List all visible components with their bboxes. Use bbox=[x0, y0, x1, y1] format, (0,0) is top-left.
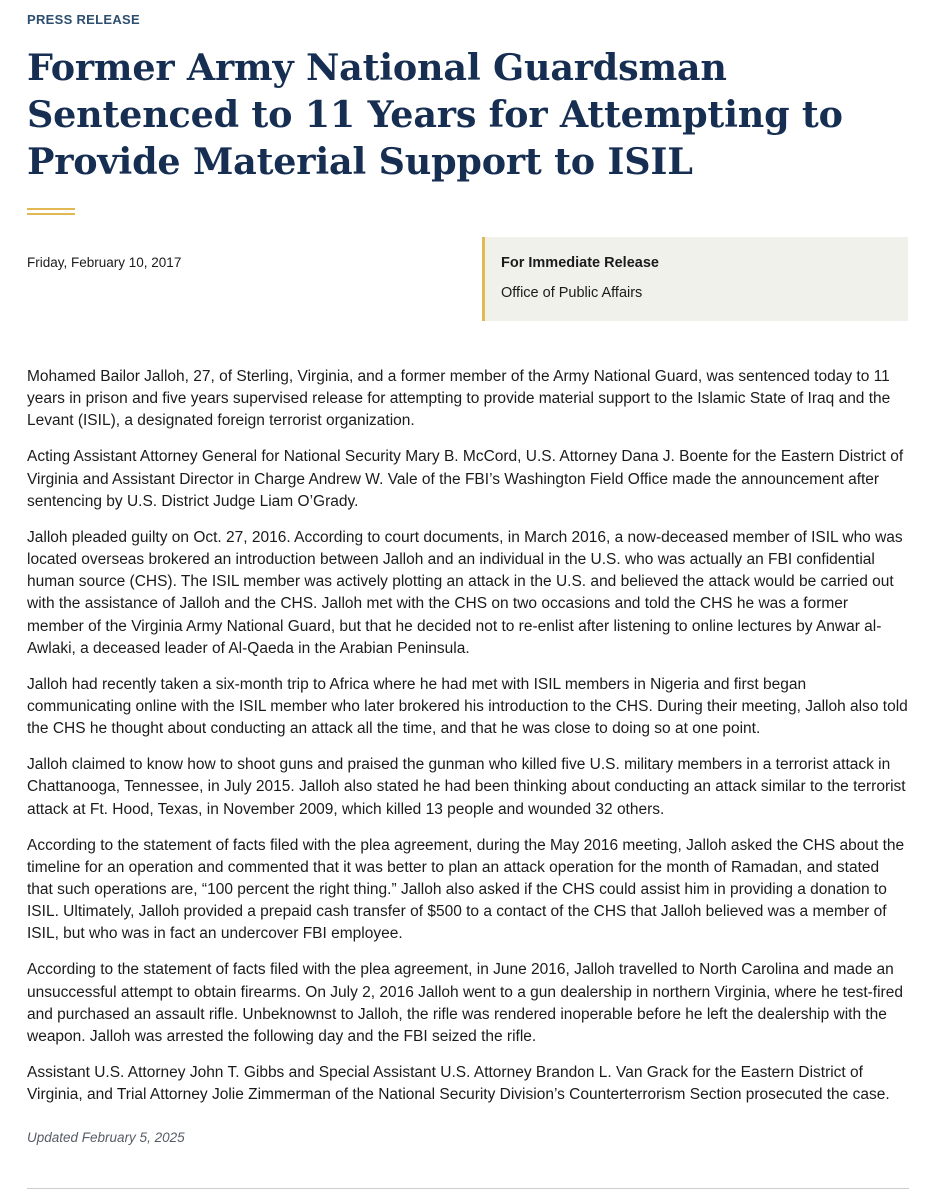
press-release-label: PRESS RELEASE bbox=[27, 12, 140, 27]
release-date: Friday, February 10, 2017 bbox=[27, 255, 182, 270]
footer-divider bbox=[27, 1188, 909, 1189]
title-accent-rule bbox=[27, 213, 75, 215]
page-title: Former Army National Guardsman Sentenced to 11 Years for Attempting to Provide Material Support to ISIL bbox=[27, 46, 843, 183]
body-paragraph: According to the statement of facts filed with the plea agreement, during the May 2016 meeting, Jalloh asked the CHS about the timeline for an operation and commented that it was better to plan an attack operation for the month of Ramadan, and stated that such operations are, “100 percent the right thing.” Jalloh also asked if the CHS could assist him in providing a donation to ISIL. Ultimately, Jalloh provided a prepaid cash transfer of $500 to a contact of the CHS that Jalloh believed was a member of ISIL, but who was in fact an undercover FBI employee. bbox=[27, 836, 905, 943]
body-paragraph: Assistant U.S. Attorney John T. Gibbs and Special Assistant U.S. Attorney Brandon L. Van Grack for the Eastern District of Virginia, and Trial Attorney Jolie Zimmerman of the National Security Division’s Counterterrorism Section prosecuted the case. bbox=[27, 1064, 890, 1104]
office-name: Office of Public Affairs bbox=[501, 285, 643, 301]
updated-date: Updated February 5, 2025 bbox=[27, 1130, 185, 1145]
immediate-release-heading: For Immediate Release bbox=[501, 255, 659, 271]
body-paragraph: Jalloh claimed to know how to shoot guns and praised the gunman who killed five U.S. military members in a terrorist attack in Chattanooga, Tennessee, in July 2015. Jalloh also stated he had been thinking about conducting an attack similar to the terrorist attack at Ft. Hood, Texas, in November 2009, which killed 13 people and wounded 32 others. bbox=[27, 756, 906, 818]
release-info-box bbox=[482, 237, 908, 321]
body-paragraph: Jalloh pleaded guilty on Oct. 27, 2016. According to court documents, in March 2016, a now-deceased member of ISIL who was located overseas brokered an introduction between Jalloh and an individual in the U.S. who was actually an FBI confidential human source (CHS). The ISIL member was actively plotting an attack in the U.S. and believed the attack would be carried out with the assistance of Jalloh and the CHS. Jalloh met with the CHS on two occasions and told the CHS he was a former member of the Virginia Army National Guard, but that he decided not to re-enlist after listening to online lectures by Anwar al-Awlaki, a deceased leader of Al-Qaeda in the Arabian Peninsula. bbox=[27, 528, 903, 657]
body-paragraph: Acting Assistant Attorney General for National Security Mary B. McCord, U.S. Attorney Dana J. Boente for the Eastern District of Virginia and Assistant Director in Charge Andrew W. Vale of the FBI’s Washington Field Office made the announcement after sentencing by U.S. District Judge Liam O’Grady. bbox=[27, 448, 904, 510]
article-body bbox=[27, 366, 909, 1120]
body-paragraph: Jalloh had recently taken a six-month trip to Africa where he had met with ISIL members in Nigeria and first began communicating online with the ISIL member who later brokered his introduction to the CHS. During their meeting, Jalloh also told the CHS he thought about conducting an attack all the time, and that he was close to doing so at one point. bbox=[27, 675, 908, 738]
title-accent-rule bbox=[27, 208, 75, 210]
body-paragraph: According to the statement of facts filed with the plea agreement, in June 2016, Jalloh travelled to North Carolina and made an unsuccessful attempt to obtain firearms. On July 2, 2016 Jalloh went to a gun dealership in northern Virginia, where he test-fired and purchased an assault rifle. Unbeknownst to Jalloh, the rifle was rendered inoperable before he left the dealership with the weapon. Jalloh was arrested the following day and the FBI seized the rifle. bbox=[27, 961, 903, 1046]
body-paragraph: Mohamed Bailor Jalloh, 27, of Sterling, Virginia, and a former member of the Army National Guard, was sentenced today to 11 years in prison and five years supervised release for attempting to provide material support to the Islamic State of Iraq and the Levant (ISIL), a designated foreign terrorist organization. bbox=[27, 368, 891, 430]
